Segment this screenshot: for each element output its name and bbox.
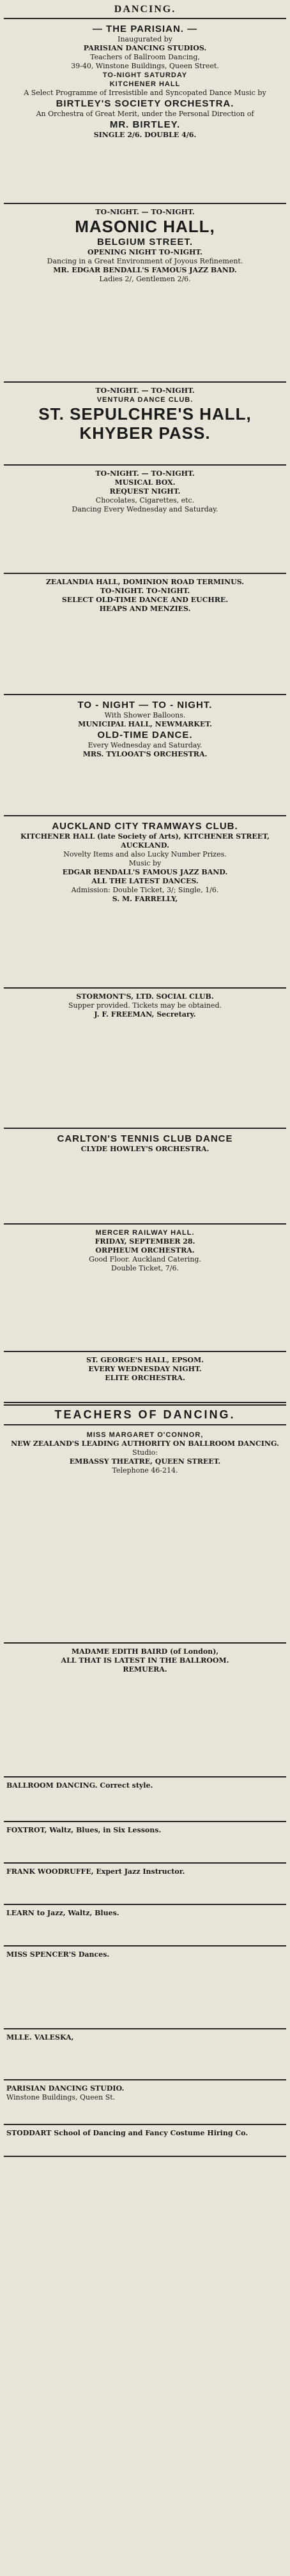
ad-musicalbox — [4, 466, 286, 574]
ad-parisian — [4, 19, 286, 204]
ad-line: MRS. TYLOOAT'S ORCHESTRA. — [82, 750, 208, 758]
ad-line: S. M. FARRELLY, — [112, 895, 178, 903]
ad-line: MISS SPENCER'S Dances. — [6, 1950, 110, 1959]
ad-line: Telephone 46-214. — [112, 1466, 178, 1475]
ad-line: PARISIAN DANCING STUDIO. — [6, 2084, 125, 2093]
ad-line: Admission: Double Ticket, 3/; Single, 1/6. — [71, 886, 219, 894]
ad-zealandia — [4, 574, 286, 695]
ad-line: MR. BIRTLEY. — [109, 119, 181, 130]
ad-line: REMUERA. — [123, 1665, 167, 1674]
ad-line: TO - NIGHT — TO - NIGHT. — [77, 700, 213, 710]
ad-line: BELGIUM STREET. — [96, 237, 193, 247]
teacher-advertisements — [4, 1427, 286, 2157]
ad-line: Teachers of Ballroom Dancing, — [90, 53, 200, 61]
ad-line: EDGAR BENDALL'S FAMOUS JAZZ BAND. — [62, 868, 228, 876]
ad-line: Winstone Buildings, Queen St. — [6, 2093, 116, 2101]
ad-line: VENTURA DANCE CLUB. — [96, 396, 194, 404]
ad-line: STODDART School of Dancing and Fancy Costume Hiring Co. — [6, 2129, 248, 2137]
ad-line: PARISIAN DANCING STUDIOS. — [83, 44, 207, 52]
ad-line: KHYBER PASS. — [79, 423, 211, 443]
ad-line: Studio: — [132, 1448, 158, 1457]
ad-woodruffe — [4, 1864, 286, 1905]
ad-tramways — [4, 816, 286, 989]
ad-carltons — [4, 1129, 286, 1225]
ad-line: FRANK WOODRUFFE, Expert Jazz Instructor. — [6, 1867, 185, 1876]
ad-line: Dancing Every Wednesday and Saturday. — [72, 505, 218, 513]
ad-line: MADAME EDITH BAIRD (of London), — [71, 1647, 219, 1656]
section-masthead: DANCING. — [4, 3, 286, 19]
ad-parisian2 — [4, 2080, 286, 2125]
ad-foxtrot — [4, 1822, 286, 1864]
ad-line: Supper provided. Tickets may be obtained. — [68, 1001, 222, 1010]
ad-line: ORPHEUM ORCHESTRA. — [95, 1246, 195, 1255]
ad-line: CLYDE HOWLEY'S ORCHESTRA. — [80, 1145, 210, 1153]
ad-line: OPENING NIGHT TO-NIGHT. — [87, 248, 203, 256]
ad-line: MISS MARGARET O'CONNOR, — [86, 1431, 204, 1439]
ad-stgeorges — [4, 1352, 286, 1403]
ad-line: HEAPS AND MENZIES. — [99, 605, 191, 613]
ad-line: BIRTLEY'S SOCIETY ORCHESTRA. — [56, 98, 234, 109]
ad-line: KITCHENER HALL — [109, 80, 181, 88]
ad-line: ZEALANDIA HALL, DOMINION ROAD TERMINUS. — [45, 578, 245, 586]
ad-line: MUNICIPAL HALL, NEWMARKET. — [78, 720, 212, 728]
ad-line: MLLE. VALESKA, — [6, 2033, 74, 2042]
ad-line: LEARN to Jazz, Waltz, Blues. — [6, 1909, 119, 1917]
ad-line: TO-NIGHT SATURDAY — [102, 71, 188, 79]
ad-baird — [4, 1644, 286, 1777]
ad-line: An Orchestra of Great Merit, under the Personal Direction of — [36, 110, 254, 118]
ad-line: REQUEST NIGHT. — [109, 487, 181, 496]
ad-line: Music by — [128, 859, 162, 867]
ad-line: Inaugurated by — [118, 35, 172, 43]
dance-advertisements — [4, 19, 286, 1403]
ad-line: EMBASSY THEATRE, QUEEN STREET. — [69, 1457, 221, 1466]
ad-ballroom — [4, 1777, 286, 1822]
ad-line: ST. GEORGE'S HALL, EPSOM. — [86, 1356, 204, 1364]
ad-line: STORMONT'S, LTD. SOCIAL CLUB. — [76, 992, 214, 1001]
ad-line: MR. EDGAR BENDALL'S FAMOUS JAZZ BAND. — [53, 266, 237, 274]
ad-line: CARLTON'S TENNIS CLUB DANCE — [57, 1133, 233, 1144]
ad-line: ELITE ORCHESTRA. — [105, 1374, 185, 1382]
ad-line: NEW ZEALAND'S LEADING AUTHORITY ON BALLROOM DANCING. — [11, 1439, 279, 1448]
ad-line: Double Ticket, 7/6. — [111, 1264, 179, 1272]
ad-line: TO-NIGHT. — TO-NIGHT. — [95, 208, 195, 216]
ad-line: FOXTROT, Waltz, Blues, in Six Lessons. — [6, 1826, 162, 1834]
ad-stormonts — [4, 989, 286, 1129]
ad-line: ST. SEPULCHRE'S HALL, — [38, 404, 252, 423]
ad-line: TO-NIGHT. — TO-NIGHT. — [95, 469, 195, 478]
ad-line: SELECT OLD-TIME DANCE AND EUCHRE. — [61, 596, 229, 604]
ad-line: TO-NIGHT. — TO-NIGHT. — [95, 386, 195, 395]
ad-learn — [4, 1905, 286, 1947]
ad-oconnor — [4, 1427, 286, 1644]
ad-line: 39-40, Winstone Buildings, Queen Street. — [71, 62, 219, 70]
ad-line: OLD-TIME DANCE. — [97, 730, 193, 740]
ad-line: Ladies 2/, Gentlemen 2/6. — [99, 275, 191, 283]
ad-line: TO-NIGHT. TO-NIGHT. — [100, 587, 190, 595]
ad-line: Every Wednesday and Saturday. — [88, 741, 202, 749]
ad-line: ALL THE LATEST DANCES. — [91, 877, 199, 885]
ad-newmarket — [4, 695, 286, 816]
ad-line: MERCER RAILWAY HALL. — [95, 1229, 195, 1237]
ad-line: SINGLE 2/6. DOUBLE 4/6. — [93, 131, 197, 139]
teachers-heading: TEACHERS OF DANCING. — [4, 1404, 286, 1425]
ad-line: Novelty Items and also Lucky Number Prizes. — [63, 850, 227, 858]
ad-valeska — [4, 2029, 286, 2080]
ad-line: With Shower Balloons. — [104, 711, 186, 719]
ad-line: EVERY WEDNESDAY NIGHT. — [88, 1365, 202, 1373]
ad-line: FRIDAY, SEPTEMBER 28. — [95, 1237, 195, 1246]
ad-mercer — [4, 1225, 286, 1352]
ad-line: BALLROOM DANCING. Correct style. — [6, 1781, 153, 1790]
ad-line: — THE PARISIAN. — — [92, 24, 198, 34]
ad-line: Dancing in a Great Environment of Joyous Refinement. — [47, 257, 243, 265]
ad-ventura — [4, 383, 286, 466]
ad-line: A Select Programme of Irresistible and Syncopated Dance Music by — [24, 89, 266, 97]
ad-spencers — [4, 1947, 286, 2029]
ad-line: ALL THAT IS LATEST IN THE BALLROOM. — [61, 1656, 229, 1665]
ad-line: J. F. FREEMAN, Secretary. — [94, 1010, 196, 1019]
ad-masonic — [4, 204, 286, 383]
ad-line: MUSICAL BOX. — [114, 478, 176, 487]
ad-line: Good Floor. Auckland Catering. — [89, 1255, 201, 1263]
ad-line: AUCKLAND CITY TRAMWAYS CLUB. — [52, 821, 238, 832]
ad-stoddart — [4, 2125, 286, 2157]
ad-line: Chocolates, Cigarettes, etc. — [95, 496, 195, 504]
ad-line: MASONIC HALL, — [75, 217, 215, 236]
ad-line: KITCHENER HALL (late Society of Arts), KITCHENER STREET, AUCKLAND. — [20, 832, 270, 850]
